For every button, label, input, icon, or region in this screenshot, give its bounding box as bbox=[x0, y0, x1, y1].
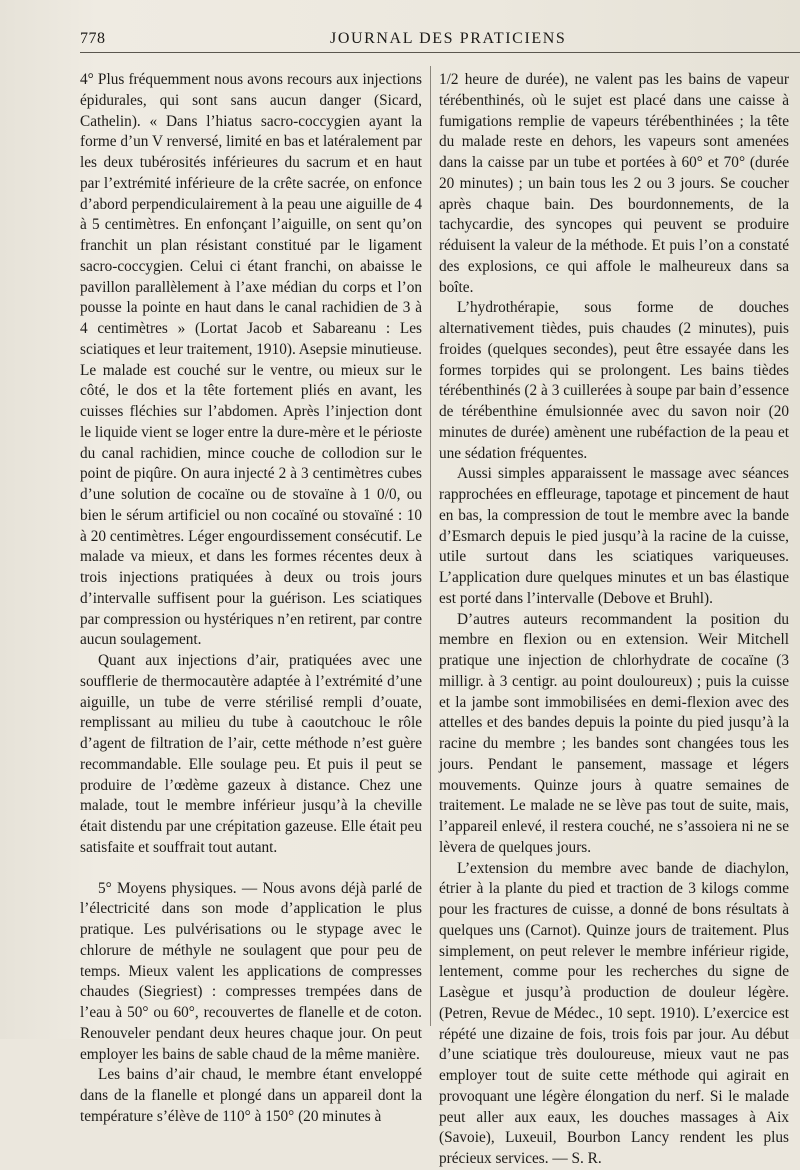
paragraph-epidural-injections: 4° Plus fréquemment nous avons recours aux injections épidurales, qui sont sans aucun danger (Sicard, Cathelin). « Dans l’hiatus sacro-coccygien ayant la forme d’un V renversé, limité en bas et latéralement par les deux tubérosités inférieures du sacrum et en haut par l’extrémité inférieure de la crête sacrée, on enfonce d’abord perpendiculairement à la peau une aiguille de 4 à 5 centimètres. En enfonçant l’aiguille, on sent qu’on franchit un plan résistant constitué par le ligament sacro-coccygien. Celui ci étant franchi, on abaisse le pavillon parallèlement à l’axe médian du corps et l’on pousse la pointe en haut dans le canal rachidien de 3 à 4 centimètres » (Lortat Jacob et Sabareanu : Les sciatiques et leur traitement, 1910). Asepsie minutieuse. Le malade est couché sur le ventre, ou mieux sur le côté, le dos et la tête fortement pliés en avant, les cuisses fléchies sur l’abdomen. Après l’injection dont le liquide vient se loger entre la dure-mère et le périoste du canal rachidien, mince couche de collodion sur le point de piqûre. On aura injecté 2 à 3 centimètres cubes d’une solution de cocaïne ou de stovaïne à 1 0/0, ou bien le sérum artificiel ou non cocaïné ou stovaïné : 10 à 20 centimètres. Léger engourdissement consécutif. Le malade va mieux, et dans les formes récentes deux à trois injections pratiquées à deux ou trois jours d’intervalle suffisent pour la guérison. Les sciatiques par compression ou hystériques n’en retirent, par contre aucun soulagement. bbox=[80, 71, 422, 649]
left-column bbox=[80, 70, 422, 1128]
paragraph-hot-air-baths: Les bains d’air chaud, le membre étant enveloppé dans de la flanelle et plongé dans un appareil dont la température s’élève de 110° à 150° (20 minutes à bbox=[80, 1066, 422, 1125]
paragraph-limb-position: D’autres auteurs recommandent la position du membre en flexion ou en extension. Weir Mitchell pratique une injection de chlorhydrate de cocaïne (3 milligr. à 3 centigr. au point douloureux) ; puis la cuisse et la jambe sont immobilisées en demi-flexion avec des attelles et des bandes depuis la pointe du pied jusqu’à la racine du membre ; les bandes sont changées tous les jours. Pendant le pansement, massage et légers mouvements. Quinze jours à quatre semaines de traitement. Le malade ne se lève pas tout de suite, mais, l’appareil enlevé, il restera couché, ne s’assoiera ni ne se lèvera de quelques jours. bbox=[439, 610, 789, 856]
header-rule bbox=[80, 52, 800, 53]
paragraph-vapour-baths: 1/2 heure de durée), ne valent pas les bains de vapeur térébenthinés, où le sujet est placé dans une caisse à fumigations remplie de vapeurs térébenthinées ; la tête du malade reste en dehors, les vapeurs sont amenées dans la caisse par un tube et portées à 60° et 70° (durée 20 minutes) ; un bain tous les 2 ou 3 jours. Se coucher après chaque bain. Des bourdonnements, de la tachycardie, des syncopes qui peuvent se produire réduisent la valeur de la méthode. Et puis l’on a constaté des explosions, ce qui affole le malheureux dans sa boîte. bbox=[439, 71, 789, 296]
paragraph-physical-means: 5° Moyens physiques. — Nous avons déjà parlé de l’électricité dans son mode d’application le plus pratique. Les pulvérisations ou le stypage avec le chlorure de méthyle ne soulagent que pour peu de temps. Mieux valent les applications de compresses chaudes (Siegriest) : compresses trempées dans de l’eau à 50° ou 60°, recouvertes de flanelle et de coton. Renouveler pendant deux heures chaque jour. On peut employer les bains de sable chaud de la même manière. bbox=[80, 879, 422, 1063]
paragraph-air-injections: Quant aux injections d’air, pratiquées avec une soufflerie de thermocautère adaptée à l’extrémité d’une aiguille, un tube de verre stérilisé rempli d’ouate, remplissant au milieu du tube à caoutchouc le rôle d’agent de filtration de l’air, cette méthode n’est guère recommandable. Elle soulage peu. Et puis il peut se produire de l’œdème gazeux à distance. Chez une malade, tout le membre inférieur jusqu’à la cheville était distendu par une crépitation gazeuse. Elle était peu satisfaite et souffrait tout autant. bbox=[80, 652, 422, 856]
paragraph-hydrotherapy: L’hydrothérapie, sous forme de douches alternativement tièdes, puis chaudes (2 minutes), puis froides (quelques secondes), peut être essayée dans les formes torpides qui se prolongent. Les bains tièdes térébenthinés (2 à 3 cuillerées à soupe par bain d’essence de térébenthine émulsionnée avec du savon noir (20 minutes de durée) amènent une rubéfaction de la peau et une sédation fréquentes. bbox=[439, 299, 789, 462]
page-number: 778 bbox=[80, 30, 106, 47]
page-header bbox=[80, 28, 780, 54]
column-divider bbox=[430, 66, 431, 1026]
paragraph-extension: L’extension du membre avec bande de diachylon, étrier à la plante du pied et traction de 3 kilogs comme pour les fractures de cuisse, a donné de bons résultats à quelques uns (Carnot). Quinze jours de traitement. Plus simplement, on peut relever le membre inférieur rigide, lentement, comme pour les recherches du signe de Lasègue et jusqu’à production de douleur légère. (Petren, Revue de Médec., 10 sept. 1910). L’exercice est répété une dizaine de fois, trois fois par jour. Au début d’une sciatique très douloureuse, mieux vaut ne pas employer tout de suite cette méthode qui agirait en provoquant une légère élongation du nerf. Si le malade peut aller aux eaux, les douches massages à Aix (Savoie), Luxeuil, Bourbon Lancy rendent les plus précieux services. — S. R. bbox=[439, 859, 789, 1167]
right-column bbox=[439, 70, 789, 1170]
paragraph-massage: Aussi simples apparaissent le massage avec séances rapprochées en effleurage, tapotage et pincement de haut en bas, la compression de tout le membre avec la bande d’Esmarch depuis le pied jusqu’à la racine de la cuisse, utile surtout dans les sciatiques variqueuses. L’application dure quelques minutes et un bas élastique est porté dans l’intervalle (Debove et Bruhl). bbox=[439, 465, 789, 607]
journal-title: JOURNAL DES PRATICIENS bbox=[330, 30, 567, 47]
